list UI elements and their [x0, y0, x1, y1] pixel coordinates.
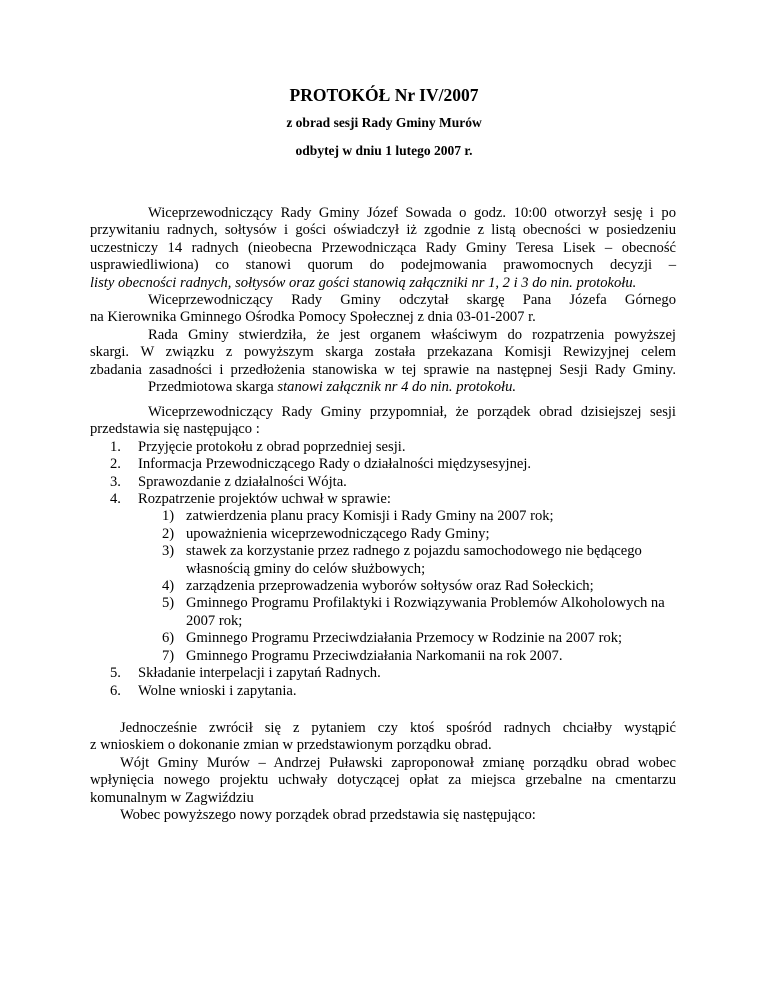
agenda-item-text: Składanie interpelacji i zapytań Radnych.	[138, 665, 381, 682]
resolution-item	[90, 648, 676, 665]
resolution-item-text: Gminnego Programu Profilaktyki i Rozwiązywania Problemów Alkoholowych na 2007 rok;	[186, 595, 665, 629]
resolution-item-number: 5)	[162, 595, 175, 612]
opening-line: przywitaniu radnych, sołtysów i gości oświadczył iż zgodnie z listą obecności w posiedzeniu	[90, 222, 676, 239]
resolution-list	[90, 508, 676, 665]
resolution-item-number: 6)	[162, 630, 175, 647]
document-title: PROTOKÓŁ Nr IV/2007	[289, 85, 479, 105]
new-agenda-intro: Wobec powyższego nowy porządek obrad przedstawia się następująco:	[120, 807, 536, 824]
resolution-item	[90, 630, 676, 647]
resolution-item-text: stawek za korzystanie przez radnego z pojazdu samochodowego nie będącego własnością gminy do celów służbowych;	[186, 543, 642, 577]
complaint-attachment-italic: stanowi załącznik nr 4 do nin. protokołu.	[277, 379, 517, 396]
council-decision-line: Rada Gminy stwierdziła, że jest organem właściwym do rozpatrzenia powyższej	[148, 326, 676, 343]
document-subtitle-date: odbytej w dniu 1 lutego 2007 r.	[295, 143, 473, 158]
resolution-item-text: upoważnienia wiceprzewodniczącego Rady Gminy;	[186, 525, 490, 542]
agenda-item-text: Wolne wnioski i zapytania.	[138, 682, 297, 699]
agenda-list	[90, 439, 676, 509]
mayor-proposal-line: Wójt Gminy Murów – Andrzej Puławski zaproponował zmianę porządku obrad wobec	[120, 754, 676, 771]
resolution-item	[90, 595, 676, 630]
agenda-item	[90, 665, 676, 682]
resolution-item	[90, 543, 676, 578]
resolution-item-number: 4)	[162, 578, 175, 595]
agenda-item-text: Przyjęcie protokołu z obrad poprzedniej sesji.	[138, 438, 406, 455]
opening-section	[90, 205, 676, 396]
resolution-item-text: Gminnego Programu Przeciwdziałania Narkomanii na rok 2007.	[186, 647, 563, 664]
agenda-item-number: 3.	[110, 473, 121, 490]
agenda-item	[90, 474, 676, 491]
mayor-proposal-line: komunalnym w Zagwiździu	[90, 789, 254, 806]
agenda-intro-line: przedstawia się następująco :	[90, 421, 260, 438]
resolution-item-text: Gminnego Programu Przeciwdziałania Przemocy w Rodzinie na 2007 rok;	[186, 630, 623, 647]
resolution-item	[90, 526, 676, 543]
resolution-item-number: 3)	[162, 543, 175, 560]
agenda-item-number: 5.	[110, 665, 121, 682]
agenda-item-number: 6.	[110, 682, 121, 699]
document-subtitle-session: z obrad sesji Rady Gminy Murów	[286, 115, 482, 130]
resolution-item-text: zarządzenia przeprowadzenia wyborów sołtysów oraz Rad Sołeckich;	[186, 578, 594, 595]
question-line: Jednocześnie zwrócił się z pytaniem czy ktoś spośród radnych chciałby wystąpić	[120, 720, 676, 736]
complaint-line: Wiceprzewodniczący Rady Gminy odczytał skargę Pana Józefa Górnego	[148, 292, 676, 309]
opening-line: uczestniczy 14 radnych (nieobecna Przewodnicząca Rady Gminy Teresa Lisek – obecność	[90, 239, 676, 256]
agenda-item-text: Rozpatrzenie projektów uchwał w sprawie:	[138, 491, 391, 508]
resolution-item	[90, 578, 676, 595]
agenda-item	[90, 439, 676, 456]
agenda-change-section	[90, 720, 676, 824]
opening-line: Wiceprzewodniczący Rady Gminy Józef Sowada o godz. 10:00 otworzył sesję i po	[148, 205, 676, 221]
resolution-item-number: 7)	[162, 647, 175, 664]
agenda-item-number: 1.	[110, 438, 121, 455]
resolution-item-number: 1)	[162, 508, 175, 525]
agenda-item	[90, 683, 676, 700]
council-decision-line: zbadania zasadności i przedłożenia stanowiska w tej sprawie na następnej Sesji Rady Gminy.	[90, 361, 676, 378]
agenda-intro-line: Wiceprzewodniczący Rady Gminy przypomniał, że porządek obrad dzisiejszej sesji	[148, 404, 676, 420]
agenda-item	[90, 491, 676, 508]
agenda-item-text: Sprawozdanie z działalności Wójta.	[138, 473, 347, 490]
resolution-item	[90, 508, 676, 525]
council-decision-line: skargi. W związku z powyższym skarga została przekazana Komisji Rewizyjnej celem	[90, 344, 676, 361]
agenda-section	[90, 404, 676, 700]
agenda-item-number: 4.	[110, 491, 121, 508]
resolution-item-number: 2)	[162, 525, 175, 542]
resolution-item-text: zatwierdzenia planu pracy Komisji i Rady Gminy na 2007 rok;	[186, 508, 554, 525]
attendance-note: listy obecności radnych, sołtysów oraz gości stanowią załączniki nr 1, 2 i 3 do nin. protokołu.	[90, 274, 637, 291]
agenda-item-number: 2.	[110, 456, 121, 473]
agenda-item-text: Informacja Przewodniczącego Rady o działalności międzysesyjnej.	[138, 456, 532, 473]
complaint-attachment-text: Przedmiotowa skarga	[148, 379, 278, 396]
question-line: z wnioskiem o dokonanie zmian w przedstawionym porządku obrad.	[90, 737, 492, 754]
opening-line: usprawiedliwiona) co stanowi quorum do podejmowania prawomocnych decyzji –	[90, 257, 676, 274]
agenda-list-continued	[90, 665, 676, 700]
complaint-line: na Kierownika Gminnego Ośrodka Pomocy Społecznej z dnia 03-01-2007 r.	[90, 309, 536, 326]
complaint-attachment-note	[90, 379, 676, 396]
agenda-item	[90, 456, 676, 473]
mayor-proposal-line: wpłynięcia nowego projektu uchwały dotyczącej opłat za miejsca grzebalne na cmentarzu	[90, 772, 676, 789]
